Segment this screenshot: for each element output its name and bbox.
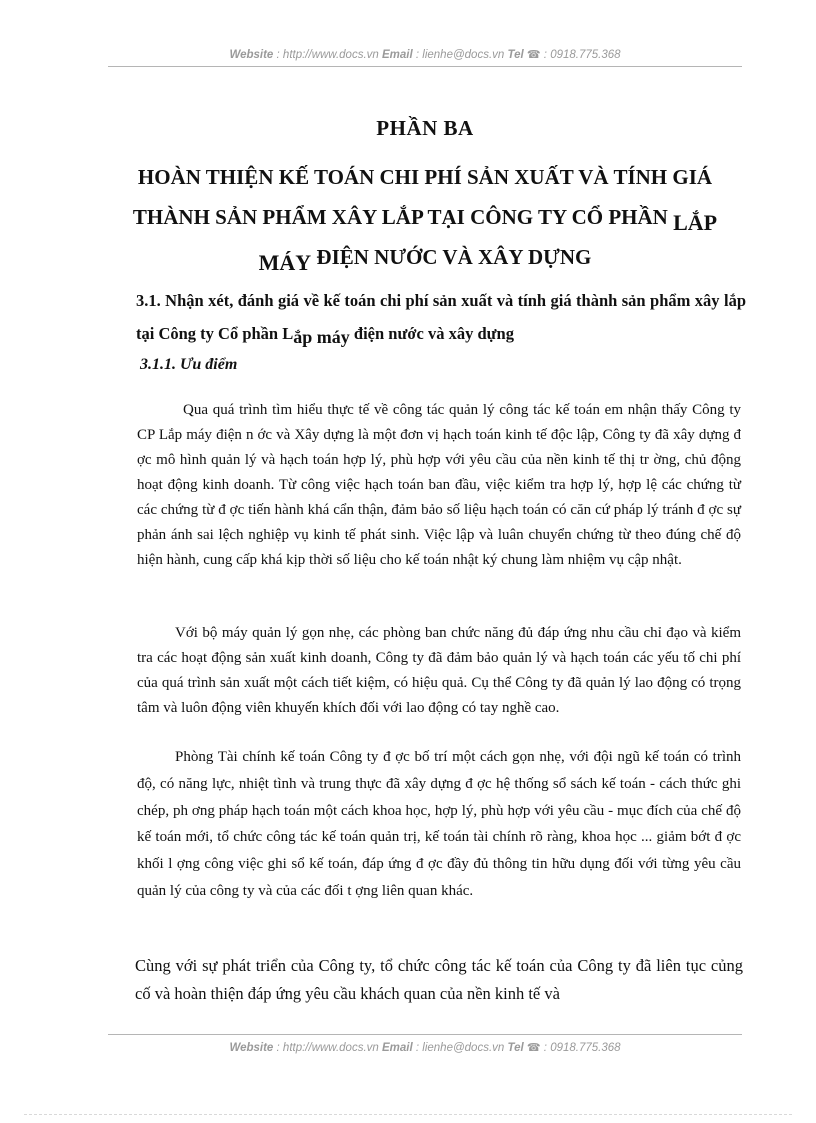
footer-email-sep: : bbox=[412, 1042, 423, 1054]
footer-website-url[interactable]: http://www.docs.vn bbox=[282, 1042, 379, 1054]
chapter-title-text-b: LẮP MÁY bbox=[258, 210, 718, 275]
tel-label: Tel bbox=[507, 49, 524, 61]
footer-phone-icon: ☎ bbox=[526, 1042, 541, 1054]
chapter-title-text-c: ĐIỆN NƯỚC VÀ XÂY DỰNG bbox=[316, 245, 592, 269]
tel-sep: : bbox=[540, 49, 551, 61]
section-heading bbox=[136, 285, 746, 350]
section-heading-text-b: ắp máy bbox=[293, 327, 350, 347]
paragraph-1: Qua quá trình tìm hiểu thực tế về công tác quản lý công tác kế toán em nhận thấy Công ty CP Lắp máy điện n ớc và Xây dựng là một đơn vị hạch toán kinh tế độc lập, Công ty đã xây dựng đ ợc mô hình quản lý và hạch toán hợp lý, phù hợp với yêu cầu của nền kinh tế thị tr ờng, chủ động hoạt động kinh doanh. Từ công việc hạch toán ban đầu, việc kiểm tra hợp lý, hợp lệ các chứng từ các chứng từ đ ợc tiến hành khá cẩn thận, đảm bảo số liệu hạch toán có căn cứ pháp lý tránh đ ợc sự phản ánh sai lệch nghiệp vụ kinh tế phát sinh. Việc lập và luân chuyển chứng từ theo đúng chế độ hiện hành, cung cấp khá kịp thời số liệu cho kế toán nhật ký chung làm nhiệm vụ cập nhật. bbox=[137, 402, 741, 568]
email-label: Email bbox=[382, 49, 413, 61]
website-url[interactable]: http://www.docs.vn bbox=[282, 49, 379, 61]
footer-website-label: Website bbox=[229, 1042, 274, 1054]
footer-email-label: Email bbox=[382, 1042, 413, 1054]
chapter-title bbox=[120, 157, 730, 277]
chapter-title-text-a: HOÀN THIỆN KẾ TOÁN CHI PHÍ SẢN XUẤT VÀ TÍNH GIÁ THÀNH SẢN PHẨM XÂY LẮP TẠI CÔNG TY CỔ PHẦN bbox=[132, 165, 713, 229]
section-heading-text-c: điện nước và xây dựng bbox=[353, 324, 514, 343]
page-boundary bbox=[24, 1114, 792, 1115]
header-divider bbox=[108, 66, 742, 67]
section-heading-text-a: 3.1. Nhận xét, đánh giá về kế toán chi phí sản xuất và tính giá thành sản phẩm xây lắp tại Công ty Cổ phần L bbox=[136, 291, 746, 343]
paragraph-4: Cùng với sự phát triển của Công ty, tổ chức công tác kế toán của Công ty đã liên tục củng cố và hoàn thiện đáp ứng yêu cầu khách quan của nền kinh tế và bbox=[135, 956, 743, 1003]
page-footer bbox=[108, 1041, 742, 1054]
paragraph-2: Với bộ máy quản lý gọn nhẹ, các phòng ban chức năng đủ đáp ứng nhu cầu chỉ đạo và kiểm tra các hoạt động sản xuất kinh doanh, Công ty đã đảm bảo quản lý và hạch toán các yếu tố chi phí của quá trình sản xuất một cách tiết kiệm, có hiệu quả. Cụ thể Công ty đã quản lý lao động có trọng tâm và luôn động viên khuyến khích đối với lao động có tay nghề cao. bbox=[137, 625, 741, 716]
website-label: Website bbox=[229, 49, 274, 61]
website-sep: : bbox=[273, 49, 283, 61]
footer-tel-label: Tel bbox=[507, 1042, 524, 1054]
email-sep: : bbox=[412, 49, 423, 61]
tel-number: 0918.775.368 bbox=[550, 49, 621, 61]
subsection-heading: 3.1.1. Ưu điểm bbox=[140, 356, 238, 373]
part-title: PHẦN BA bbox=[376, 116, 474, 140]
email-address[interactable]: lienhe@docs.vn bbox=[422, 49, 505, 61]
page-header bbox=[108, 48, 742, 61]
footer-tel-sep: : bbox=[540, 1042, 551, 1054]
footer-divider bbox=[108, 1034, 742, 1035]
footer-tel-number: 0918.775.368 bbox=[550, 1042, 621, 1054]
paragraph-3: Phòng Tài chính kế toán Công ty đ ợc bố trí một cách gọn nhẹ, với đội ngũ kế toán có trình độ, có năng lực, nhiệt tình và trung thực đã xây dựng đ ợc hệ thống sổ sách kế toán - cách thức ghi chép, ph ơng pháp hạch toán một cách khoa học, hợp lý, phù hợp với yêu cầu - mục đích của chế độ kế toán mới, tổ chức công tác kế toán quản trị, kế toán tài chính rõ ràng, khoa học ... giảm bớt đ ợc khối l ợng công việc ghi sổ kế toán, đáp ứng đ ợc đầy đủ thông tin hữu dụng đối với từng yêu cầu quản lý của công ty và của các đối t ợng liên quan khác. bbox=[137, 749, 741, 899]
footer-website-sep: : bbox=[273, 1042, 283, 1054]
footer-email-address[interactable]: lienhe@docs.vn bbox=[422, 1042, 505, 1054]
phone-icon: ☎ bbox=[526, 49, 541, 61]
